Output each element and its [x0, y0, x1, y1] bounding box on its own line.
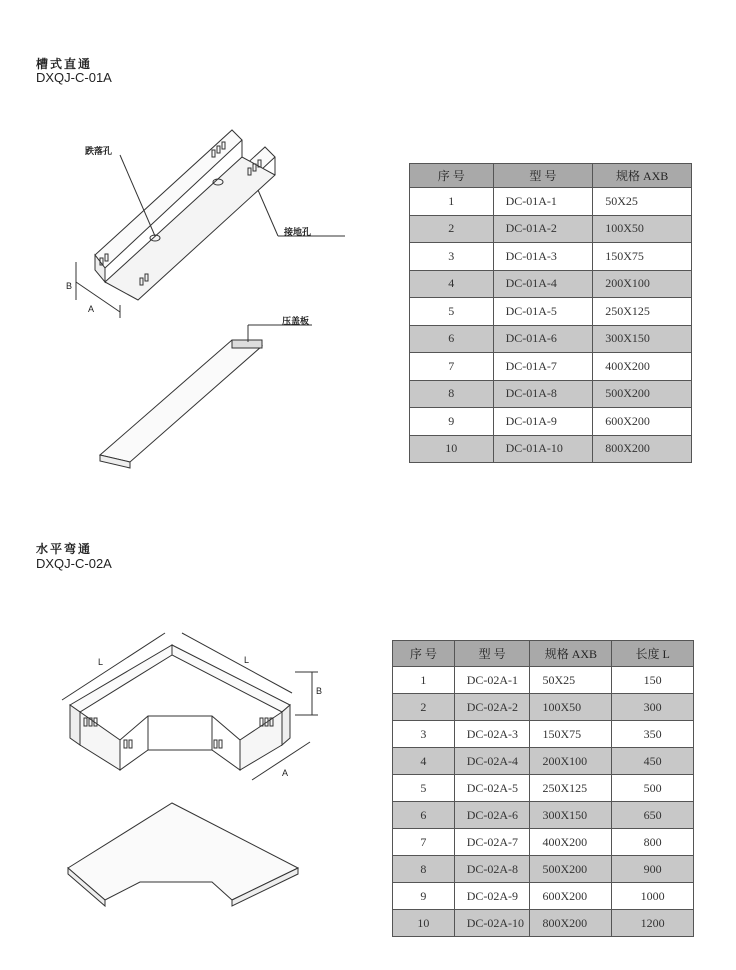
header-model: 型 号	[454, 641, 530, 667]
horizontal-elbow-drawing	[62, 633, 318, 780]
table-cell: 50X25	[593, 188, 692, 216]
table-cell: 50X25	[530, 667, 612, 694]
table-cell: 5	[393, 775, 455, 802]
table-cell: DC-01A-4	[493, 270, 593, 298]
table-cell: 150X75	[530, 721, 612, 748]
table-cell: 7	[410, 353, 494, 381]
table-cell: DC-02A-4	[454, 748, 530, 775]
table-cell: 650	[612, 802, 694, 829]
table-cell: 3	[393, 721, 455, 748]
table-cell: 4	[410, 270, 494, 298]
table-cell: DC-01A-7	[493, 353, 593, 381]
table-cell: 200X100	[530, 748, 612, 775]
table-cell: 500X200	[530, 856, 612, 883]
table-cell: 5	[410, 298, 494, 326]
table-cell: 800	[612, 829, 694, 856]
table-cell: 8	[410, 380, 494, 408]
table-cell: 500X200	[593, 380, 692, 408]
section2-spec-table	[392, 640, 694, 937]
table-cell: 2	[410, 215, 494, 243]
table-cell: 10	[410, 435, 494, 463]
table-cell: DC-02A-6	[454, 802, 530, 829]
table-cell: 250X125	[593, 298, 692, 326]
table-row	[393, 856, 694, 883]
table-cell: 8	[393, 856, 455, 883]
table-row	[393, 910, 694, 937]
table-cell: 400X200	[530, 829, 612, 856]
header-length: 长度 L	[612, 641, 694, 667]
table-cell: 9	[393, 883, 455, 910]
table-row	[393, 748, 694, 775]
table-cell: DC-01A-10	[493, 435, 593, 463]
dim-l2-label: L	[244, 655, 250, 665]
callout-ground-hole: 接地孔	[284, 228, 312, 238]
table-cell: 4	[393, 748, 455, 775]
table-cell: 600X200	[593, 408, 692, 436]
header-spec: 规格 AXB	[530, 641, 612, 667]
table-cell: 450	[612, 748, 694, 775]
table-cell: 250X125	[530, 775, 612, 802]
table-row	[393, 694, 694, 721]
table-cell: 350	[612, 721, 694, 748]
elbow-cover-drawing	[68, 803, 298, 906]
table-cell: 500	[612, 775, 694, 802]
table-row	[393, 775, 694, 802]
table-cell: 300	[612, 694, 694, 721]
section2-code: DXQJ-C-02A	[36, 556, 112, 571]
section2-title-cn: 水平弯通	[36, 542, 93, 556]
table-cell: DC-02A-10	[454, 910, 530, 937]
table-cell: 600X200	[530, 883, 612, 910]
table-cell: DC-02A-8	[454, 856, 530, 883]
table-cell: 2	[393, 694, 455, 721]
table-cell: 150	[612, 667, 694, 694]
table-cell: DC-02A-5	[454, 775, 530, 802]
table-cell: 6	[393, 802, 455, 829]
table-cell: 300X150	[593, 325, 692, 353]
table-cell: 1000	[612, 883, 694, 910]
table-cell: 1200	[612, 910, 694, 937]
table-row	[393, 667, 694, 694]
table-cell: 9	[410, 408, 494, 436]
table-cell: DC-02A-1	[454, 667, 530, 694]
table-cell: DC-01A-5	[493, 298, 593, 326]
table-cell: 100X50	[530, 694, 612, 721]
section1-title-cn: 槽式直通	[36, 57, 93, 71]
table-cell: 10	[393, 910, 455, 937]
table-cell: DC-02A-3	[454, 721, 530, 748]
header-spec: 规格 AXB	[593, 164, 692, 188]
header-index: 序 号	[393, 641, 455, 667]
table-cell: 800X200	[593, 435, 692, 463]
table-cell: 150X75	[593, 243, 692, 271]
table-cell: 400X200	[593, 353, 692, 381]
callout-cover-plate: 压盖板	[282, 317, 310, 327]
table-cell: 100X50	[593, 215, 692, 243]
table-cell: DC-01A-1	[493, 188, 593, 216]
header-model: 型 号	[493, 164, 593, 188]
table-cell: 200X100	[593, 270, 692, 298]
table-row	[393, 829, 694, 856]
dim-a-label: A	[88, 304, 95, 314]
table-row	[393, 883, 694, 910]
dim-a2-label: A	[282, 768, 289, 778]
table-cell: 7	[393, 829, 455, 856]
table-cell: 6	[410, 325, 494, 353]
section1-code: DXQJ-C-01A	[36, 70, 112, 85]
table-cell: 800X200	[530, 910, 612, 937]
table-cell: DC-01A-6	[493, 325, 593, 353]
table-cell: DC-02A-7	[454, 829, 530, 856]
table-cell: 3	[410, 243, 494, 271]
dim-b2-label: B	[316, 686, 323, 696]
table-row	[393, 802, 694, 829]
table-cell: 1	[410, 188, 494, 216]
table-cell: 1	[393, 667, 455, 694]
table-cell: 300X150	[530, 802, 612, 829]
table-cell: DC-01A-8	[493, 380, 593, 408]
dim-b-label: B	[66, 281, 73, 291]
table-cell: DC-02A-9	[454, 883, 530, 910]
table-cell: DC-01A-9	[493, 408, 593, 436]
table-cell: DC-02A-2	[454, 694, 530, 721]
dim-l1-label: L	[98, 657, 104, 667]
table-row	[393, 721, 694, 748]
header-index: 序 号	[410, 164, 494, 188]
table-cell: 900	[612, 856, 694, 883]
table-cell: DC-01A-2	[493, 215, 593, 243]
callout-drop-hole: 跌落孔	[85, 147, 113, 157]
table-cell: DC-01A-3	[493, 243, 593, 271]
